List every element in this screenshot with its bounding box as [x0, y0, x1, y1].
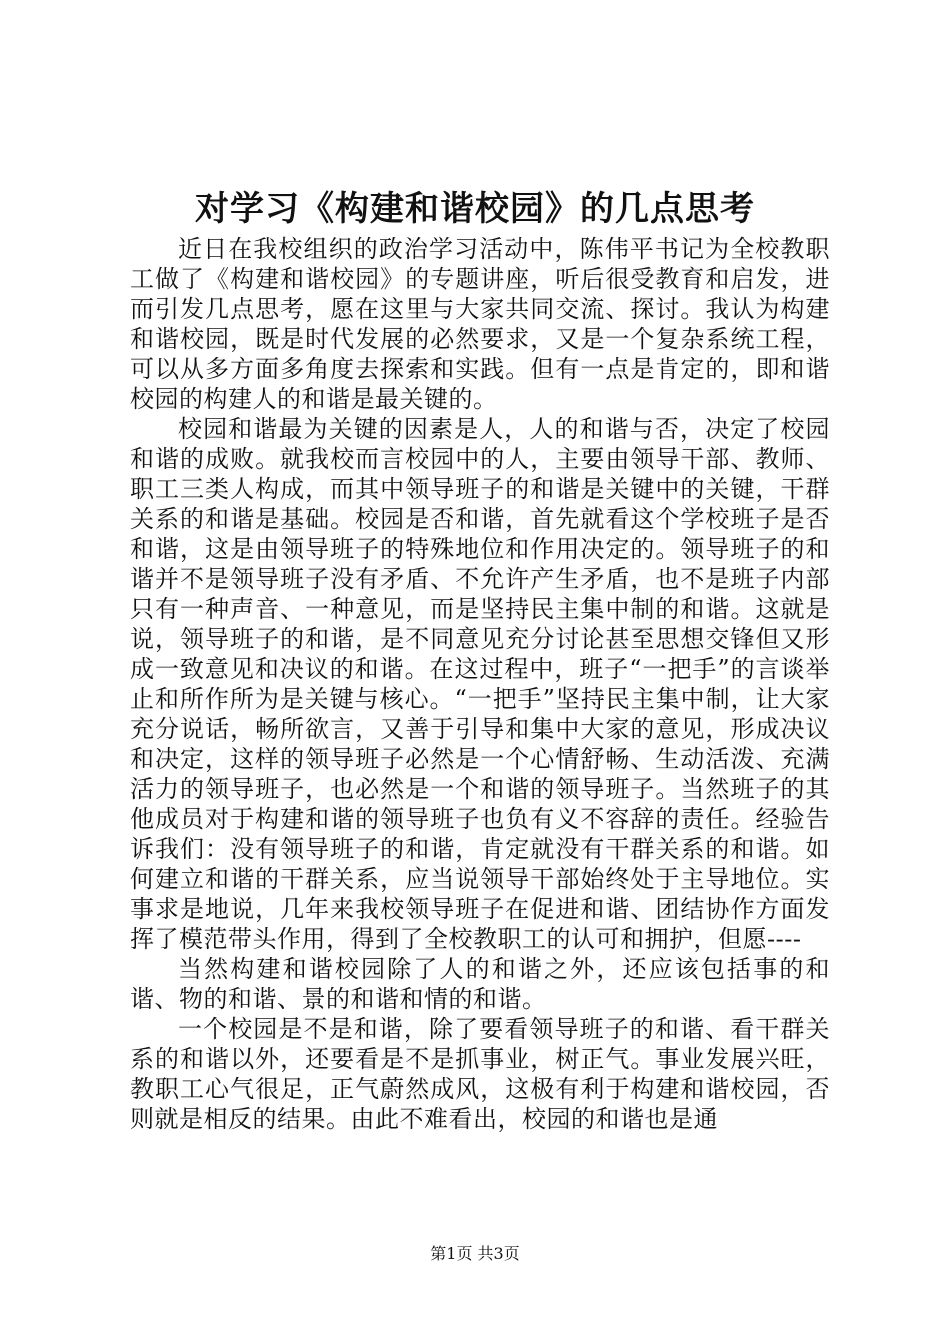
paragraph: 校园和谐最为关键的因素是人，人的和谐与否，决定了校园和谐的成败。就我校而言校园中的人，主要由领导干部、教师、职工三类人构成，而其中领导班子的和谐是关键中的关键，干群关系的和谐是基础。校园是否和谐，首先就看这个学校班子是否和谐，这是由领导班子的特殊地位和作用决定的。领导班子的和谐并不是领导班子没有矛盾、不允许产生矛盾，也不是班子内部只有一种声音、一种意见，而是坚持民主集中制的和谐。这就是说，领导班子的和谐，是不同意见充分讨论甚至思想交锋但又形成一致意见和决议的和谐。在这过程中，班子“一把手”的言谈举止和所作所为是关键与核心。“一把手”坚持民主集中制，让大家充分说话，畅所欲言，又善于引导和集中大家的意见，形成决议和决定，这样的领导班子必然是一个心情舒畅、生动活泼、充满活力的领导班子，也必然是一个和谐的领导班子。当然班子的其他成员对于构建和谐的领导班子也负有义不容辞的责任。经验告诉我们：没有领导班子的和谐，肯定就没有干群关系的和谐。如何建立和谐的干群关系，应当说领导干部始终处于主导地位。实事求是地说，几年来我校领导班子在促进和谐、团结协作方面发挥了模范带头作用，得到了全校教职工的认可和拥护，但愿---- — [130, 415, 830, 953]
document-body — [130, 234, 830, 1134]
paragraph: 当然构建和谐校园除了人的和谐之外，还应该包括事的和谐、物的和谐、景的和谐和情的和谐。 — [130, 955, 830, 1013]
paragraph: 一个校园是不是和谐，除了要看领导班子的和谐、看干群关系的和谐以外，还要看是不是抓事业，树正气。事业发展兴旺，教职工心气很足，正气蔚然成风，这极有利于构建和谐校园，否则就是相反的结果。由此不难看出，校园的和谐也是通 — [130, 1015, 830, 1133]
document-title: 对学习《构建和谐校园》的几点思考 — [195, 189, 755, 229]
page-footer: 第1页 共3页 — [430, 1244, 520, 1263]
paragraph: 近日在我校组织的政治学习活动中，陈伟平书记为全校教职工做了《构建和谐校园》的专题讲座，听后很受教育和启发，进而引发几点思考，愿在这里与大家共同交流、探讨。我认为构建和谐校园，既是时代发展的必然要求，又是一个复杂系统工程，可以从多方面多角度去探索和实践。但有一点是肯定的，即和谐校园的构建人的和谐是最关键的。 — [130, 235, 830, 413]
